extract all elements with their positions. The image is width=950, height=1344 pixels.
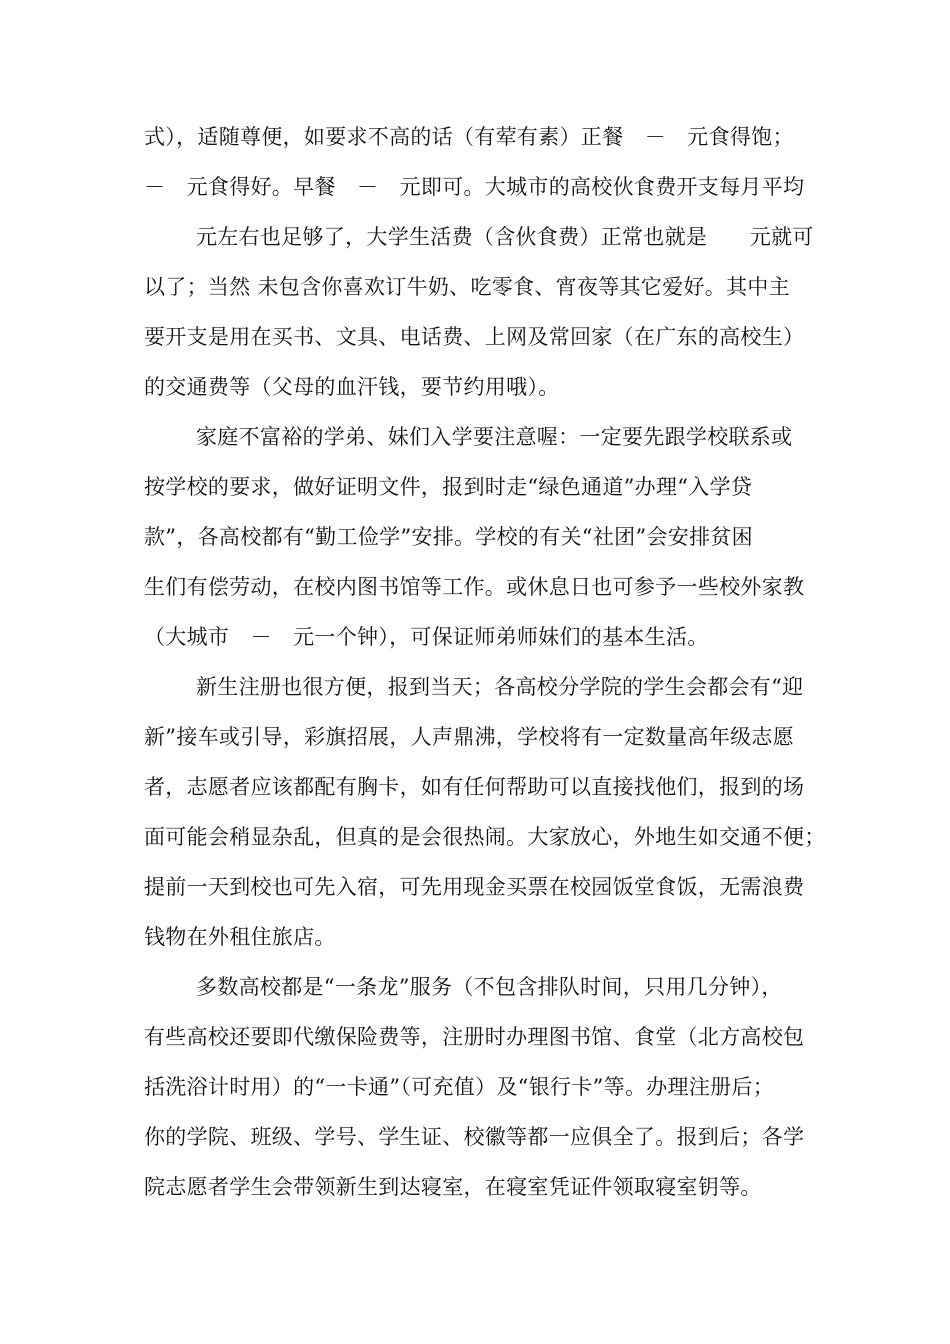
text-line: 要开支是用在买书、文具、电话费、上网及常回家（在广东的高校生）: [144, 325, 805, 349]
text-line: 括洗浴计时用）的“一卡通”（可充值）及“银行卡”等。办理注册后；: [144, 1075, 775, 1099]
text-line: 家庭不富裕的学弟、妹们入学要注意喔：一定要先跟学校联系或: [196, 425, 793, 449]
text-line: － 元食得好。早餐 － 元即可。大城市的高校伙食费开支每月平均: [144, 175, 805, 199]
text-line: 款”，各高校都有“勤工俭学”安排。学校的有关“社团”会安排贫困: [144, 525, 753, 549]
text-line: 的交通费等（父母的血汗钱，要节约用哦）。: [144, 375, 560, 399]
text-line: 多数高校都是“一条龙”服务（不包含排队时间，只用几分钟），: [196, 975, 783, 999]
text-line: 按学校的要求，做好证明文件，报到时走“绿色通道”办理“入学贷: [144, 475, 753, 499]
text-line: 你的学院、班级、学号、学生证、校徽等都一应俱全了。报到后；各学: [144, 1125, 805, 1149]
text-line: 面可能会稍显杂乱，但真的是会很热闹。大家放心，外地生如交通不便；: [144, 825, 826, 849]
text-line: 式），适随尊便，如要求不高的话（有荤有素）正餐 － 元食得饱；: [144, 125, 794, 149]
text-line: 有些高校还要即代缴保险费等，注册时办理图书馆、食堂（北方高校包: [144, 1025, 805, 1049]
text-line: 钱物在外租住旅店。: [144, 925, 336, 949]
text-line: 以了；当然 未包含你喜欢订牛奶、吃零食、宵夜等其它爱好。其中主: [144, 275, 790, 299]
text-line: 提前一天到校也可先入宿，可先用现金买票在校园饭堂食饭，无需浪费: [144, 875, 805, 899]
text-line: 元左右也足够了，大学生活费（含伙食费）正常也就是 元就可: [196, 225, 814, 249]
text-line: 者，志愿者应该都配有胸卡，如有任何帮助可以直接找他们，报到的场: [144, 775, 805, 799]
text-line: 新生注册也很方便，报到当天；各高校分学院的学生会都会有“迎: [196, 675, 804, 699]
text-line: 院志愿者学生会带领新生到达寝室，在寝室凭证件领取寝室钥等。: [144, 1175, 762, 1199]
text-line: 生们有偿劳动，在校内图书馆等工作。或休息日也可参予一些校外家教: [144, 575, 805, 599]
text-line: （大城市 － 元一个钟），可保证师弟师妹们的基本生活。: [144, 625, 709, 649]
text-line: 新”接车或引导，彩旗招展，人声鼎沸，学校将有一定数量高年级志愿: [144, 725, 795, 749]
